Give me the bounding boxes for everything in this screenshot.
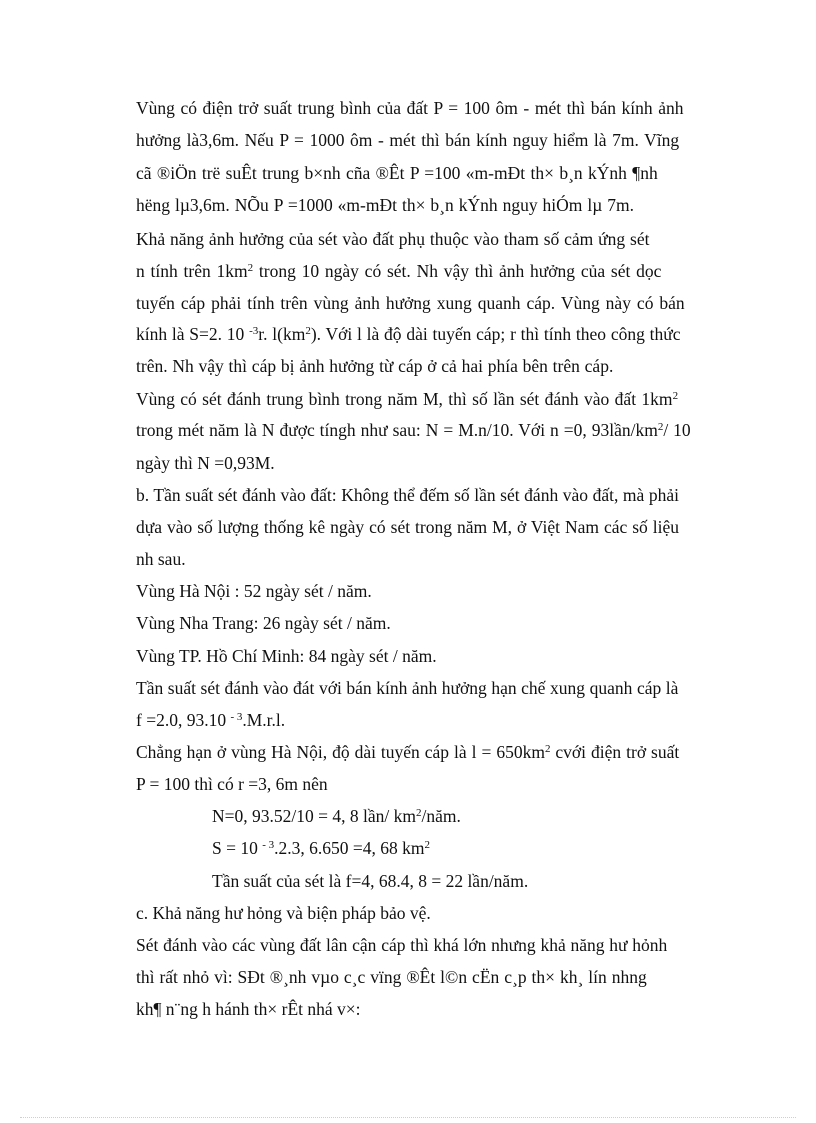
text-line: Sét đánh vào các vùng đất lân cận cáp thì khá lớn nhưng khả năng hư hỏnh bbox=[136, 935, 668, 955]
text-line: n tính trên $1km^2$ trong 10 ngày có sét. Nh vậy thì ảnh hưởng của sét dọc bbox=[136, 261, 662, 281]
text-line: kính là S=2. 10 $^{-3}$r. $l(km^2)$. Với l là độ dài tuyến cáp; r thì tính theo công thức bbox=[136, 324, 681, 344]
text-line: nh sau. bbox=[136, 549, 186, 569]
formula-line: N=0, 93.52/10 = 4, 8 lần/ $km^2$/năm. bbox=[212, 806, 461, 826]
text-line: tuyến cáp phải tính trên vùng ảnh hưởng xung quanh cáp. Vùng này có bán bbox=[136, 293, 685, 313]
formula-line: Tần suất của sét là f=4, 68.4, 8 = 22 lần/năm. bbox=[212, 871, 529, 891]
text-line: trong mét năm là N được tíngh như sau: N = M.n/10. Với n =0, $93lần/km^2/$ 10 bbox=[136, 420, 691, 440]
text-line: P = 100 thì có r =3, 6m nên bbox=[136, 774, 328, 794]
text-line: Tần suất sét đánh vào đát với bán kính ảnh hưởng hạn chế xung quanh cáp là bbox=[136, 678, 679, 698]
text-line: Vùng có sét đánh trung bình trong năm M, thì số lần sét đánh vào đất $1km^2$ bbox=[136, 389, 679, 409]
section-heading-c: c. Khả năng hư hỏng và biện pháp bảo vệ. bbox=[136, 903, 431, 923]
text-line: dựa vào số lượng thống kê ngày có sét trong năm M, ở Việt Nam các số liệu bbox=[136, 517, 680, 537]
text-line: cã ®iÖn trë suÊt trung b×nh cña ®Êt P =100 «m-mÐt th× b¸n kÝnh ¶nh bbox=[136, 163, 658, 183]
section-heading-b: b. Tần suất sét đánh vào đất: Không thể đếm số lần sét đánh vào đất, mà phải bbox=[136, 485, 680, 505]
page-bottom-rule bbox=[20, 1117, 796, 1118]
text-line: trên. Nh vậy thì cáp bị ảnh hưởng từ cáp ở cả hai phía bên trên cáp. bbox=[136, 356, 614, 376]
list-item: Vùng TP. Hồ Chí Minh: 84 ngày sét / năm. bbox=[136, 646, 437, 666]
text-line: hëng lµ3,6m. NÕu P =1000 «m-mÐt th× b¸n kÝnh nguy hiÓm lµ 7m. bbox=[136, 195, 635, 215]
formula-line: S = 10 $^{- 3}$.2.3, 6.650 =4, 68 $km^2$ bbox=[212, 838, 431, 858]
formula-line: f =2.0, 93.10 $^{- 3}$.M.r.l. bbox=[136, 710, 286, 730]
list-item: Vùng Hà Nội : 52 ngày sét / năm. bbox=[136, 581, 372, 601]
text-line: Chẳng hạn ở vùng Hà Nội, độ dài tuyến cáp là $l = 650km^2$ cvới điện trở suất bbox=[136, 742, 680, 762]
list-item: Vùng Nha Trang: 26 ngày sét / năm. bbox=[136, 613, 391, 633]
text-line: kh¶ n¨ng h hánh th× rÊt nhá v×: bbox=[136, 999, 361, 1019]
text-line: Khả năng ảnh hưởng của sét vào đất phụ thuộc vào tham số cảm ứng sét bbox=[136, 229, 650, 249]
text-line: ngày thì N =0,93M. bbox=[136, 453, 275, 473]
text-line: thì rất nhỏ vì: SÐt ®¸nh vµo c¸c vïng ®Êt l©n cËn c¸p th× kh¸ lín nhng bbox=[136, 967, 647, 987]
text-line: hưởng là3,6m. Nếu P = 1000 ôm - mét thì bán kính nguy hiểm là 7m. Vĩng bbox=[136, 130, 680, 150]
text-line: Vùng có điện trở suất trung bình của đất P = 100 ôm - mét thì bán kính ảnh bbox=[136, 98, 684, 118]
